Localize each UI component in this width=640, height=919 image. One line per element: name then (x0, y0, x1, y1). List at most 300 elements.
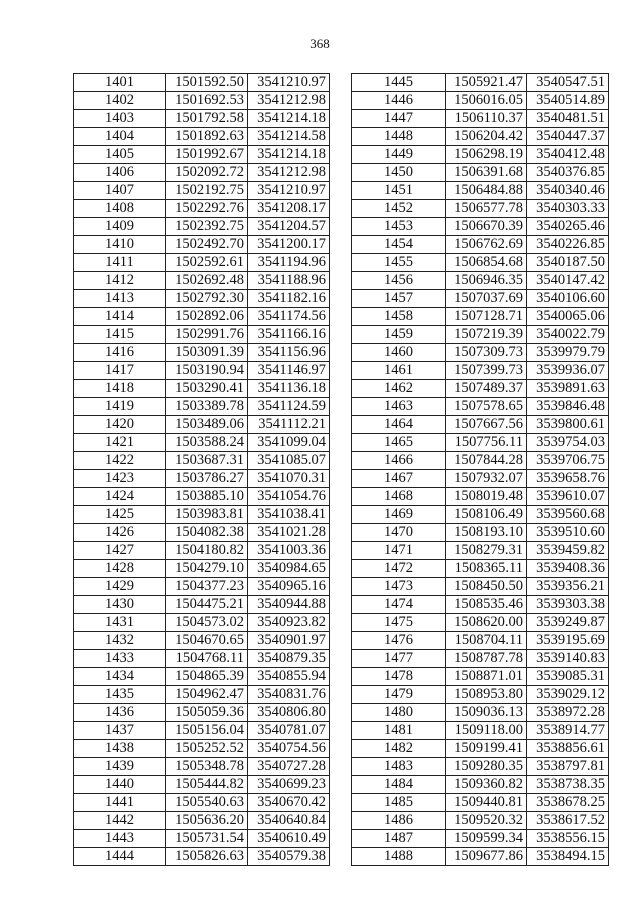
x-coordinate-cell: 1509199.41 (446, 740, 527, 758)
y-coordinate-cell: 3540965.16 (248, 578, 330, 596)
table-row (74, 686, 330, 704)
y-coordinate-cell: 3540610.49 (248, 830, 330, 848)
x-coordinate-cell: 1503091.39 (166, 344, 248, 362)
x-coordinate-cell: 1505348.78 (166, 758, 248, 776)
table-row (74, 722, 330, 740)
table-row (74, 776, 330, 794)
x-coordinate-cell: 1501692.53 (166, 92, 248, 110)
x-coordinate-cell: 1509036.13 (446, 704, 527, 722)
y-coordinate-cell: 3540187.50 (527, 254, 609, 272)
point-number-cell: 1484 (352, 776, 446, 794)
y-coordinate-cell: 3540640.84 (248, 812, 330, 830)
point-number-cell: 1483 (352, 758, 446, 776)
x-coordinate-cell: 1506854.68 (446, 254, 527, 272)
x-coordinate-cell: 1508620.00 (446, 614, 527, 632)
point-number-cell: 1458 (352, 308, 446, 326)
x-coordinate-cell: 1504865.39 (166, 668, 248, 686)
table-row (74, 110, 330, 128)
x-coordinate-cell: 1501792.58 (166, 110, 248, 128)
x-coordinate-cell: 1502392.75 (166, 218, 248, 236)
point-number-cell: 1439 (74, 758, 166, 776)
y-coordinate-cell: 3541214.18 (248, 110, 330, 128)
table-row (74, 272, 330, 290)
point-number-cell: 1451 (352, 182, 446, 200)
y-coordinate-cell: 3541188.96 (248, 272, 330, 290)
x-coordinate-cell: 1505826.63 (166, 848, 248, 866)
x-coordinate-cell: 1506762.69 (446, 236, 527, 254)
x-coordinate-cell: 1503290.41 (166, 380, 248, 398)
table-row (74, 848, 330, 866)
table-row (74, 668, 330, 686)
y-coordinate-cell: 3541210.97 (248, 182, 330, 200)
y-coordinate-cell: 3539029.12 (527, 686, 609, 704)
table-row (74, 830, 330, 848)
point-number-cell: 1474 (352, 596, 446, 614)
point-number-cell: 1457 (352, 290, 446, 308)
y-coordinate-cell: 3541200.17 (248, 236, 330, 254)
y-coordinate-cell: 3540699.23 (248, 776, 330, 794)
y-coordinate-cell: 3539459.82 (527, 542, 609, 560)
table-row (74, 560, 330, 578)
table-row (352, 758, 609, 776)
coordinates-table-left (73, 73, 330, 866)
point-number-cell: 1466 (352, 452, 446, 470)
point-number-cell: 1485 (352, 794, 446, 812)
table-row (352, 578, 609, 596)
y-coordinate-cell: 3540670.42 (248, 794, 330, 812)
x-coordinate-cell: 1508106.49 (446, 506, 527, 524)
y-coordinate-cell: 3541156.96 (248, 344, 330, 362)
table-row (74, 470, 330, 488)
point-number-cell: 1423 (74, 470, 166, 488)
table-row (74, 542, 330, 560)
y-coordinate-cell: 3540547.51 (527, 74, 609, 92)
x-coordinate-cell: 1504670.65 (166, 632, 248, 650)
y-coordinate-cell: 3541124.59 (248, 398, 330, 416)
point-number-cell: 1465 (352, 434, 446, 452)
point-number-cell: 1456 (352, 272, 446, 290)
point-number-cell: 1445 (352, 74, 446, 92)
table-row (74, 812, 330, 830)
table-row (74, 92, 330, 110)
x-coordinate-cell: 1503786.27 (166, 470, 248, 488)
point-number-cell: 1427 (74, 542, 166, 560)
x-coordinate-cell: 1503885.10 (166, 488, 248, 506)
x-coordinate-cell: 1502792.30 (166, 290, 248, 308)
point-number-cell: 1411 (74, 254, 166, 272)
x-coordinate-cell: 1507219.39 (446, 326, 527, 344)
y-coordinate-cell: 3538797.81 (527, 758, 609, 776)
point-number-cell: 1432 (74, 632, 166, 650)
point-number-cell: 1462 (352, 380, 446, 398)
y-coordinate-cell: 3539846.48 (527, 398, 609, 416)
y-coordinate-cell: 3540901.97 (248, 632, 330, 650)
point-number-cell: 1421 (74, 434, 166, 452)
x-coordinate-cell: 1507128.71 (446, 308, 527, 326)
y-coordinate-cell: 3541166.16 (248, 326, 330, 344)
table-row (352, 452, 609, 470)
table-body (352, 74, 609, 866)
x-coordinate-cell: 1507578.65 (446, 398, 527, 416)
table-row (352, 290, 609, 308)
x-coordinate-cell: 1502991.76 (166, 326, 248, 344)
x-coordinate-cell: 1509440.81 (446, 794, 527, 812)
point-number-cell: 1437 (74, 722, 166, 740)
point-number-cell: 1418 (74, 380, 166, 398)
y-coordinate-cell: 3539195.69 (527, 632, 609, 650)
x-coordinate-cell: 1507489.37 (446, 380, 527, 398)
point-number-cell: 1422 (74, 452, 166, 470)
point-number-cell: 1442 (74, 812, 166, 830)
table-row (74, 362, 330, 380)
table-row (352, 164, 609, 182)
point-number-cell: 1429 (74, 578, 166, 596)
table-row (352, 218, 609, 236)
table-row (74, 524, 330, 542)
x-coordinate-cell: 1506484.88 (446, 182, 527, 200)
point-number-cell: 1481 (352, 722, 446, 740)
x-coordinate-cell: 1509360.82 (446, 776, 527, 794)
table-row (74, 74, 330, 92)
x-coordinate-cell: 1506577.78 (446, 200, 527, 218)
table-row (352, 380, 609, 398)
point-number-cell: 1434 (74, 668, 166, 686)
point-number-cell: 1478 (352, 668, 446, 686)
x-coordinate-cell: 1506946.35 (446, 272, 527, 290)
table-row (352, 794, 609, 812)
x-coordinate-cell: 1509118.00 (446, 722, 527, 740)
x-coordinate-cell: 1504475.21 (166, 596, 248, 614)
y-coordinate-cell: 3540022.79 (527, 326, 609, 344)
x-coordinate-cell: 1501592.50 (166, 74, 248, 92)
table-row (352, 488, 609, 506)
point-number-cell: 1473 (352, 578, 446, 596)
point-number-cell: 1477 (352, 650, 446, 668)
point-number-cell: 1488 (352, 848, 446, 866)
y-coordinate-cell: 3541204.57 (248, 218, 330, 236)
point-number-cell: 1471 (352, 542, 446, 560)
y-coordinate-cell: 3540065.06 (527, 308, 609, 326)
point-number-cell: 1428 (74, 560, 166, 578)
table-row (74, 344, 330, 362)
table-row (352, 560, 609, 578)
x-coordinate-cell: 1505156.04 (166, 722, 248, 740)
table-row (352, 272, 609, 290)
table-row (352, 434, 609, 452)
x-coordinate-cell: 1504082.38 (166, 524, 248, 542)
y-coordinate-cell: 3540831.76 (248, 686, 330, 704)
y-coordinate-cell: 3540481.51 (527, 110, 609, 128)
x-coordinate-cell: 1508535.46 (446, 596, 527, 614)
x-coordinate-cell: 1509599.34 (446, 830, 527, 848)
table-row (74, 794, 330, 812)
x-coordinate-cell: 1506016.05 (446, 92, 527, 110)
table-row (352, 308, 609, 326)
y-coordinate-cell: 3539658.76 (527, 470, 609, 488)
page-number: 368 (310, 36, 330, 51)
point-number-cell: 1450 (352, 164, 446, 182)
x-coordinate-cell: 1508704.11 (446, 632, 527, 650)
point-number-cell: 1409 (74, 218, 166, 236)
x-coordinate-cell: 1502192.75 (166, 182, 248, 200)
point-number-cell: 1455 (352, 254, 446, 272)
x-coordinate-cell: 1504279.10 (166, 560, 248, 578)
point-number-cell: 1472 (352, 560, 446, 578)
point-number-cell: 1487 (352, 830, 446, 848)
point-number-cell: 1446 (352, 92, 446, 110)
y-coordinate-cell: 3541136.18 (248, 380, 330, 398)
x-coordinate-cell: 1503489.06 (166, 416, 248, 434)
point-number-cell: 1425 (74, 506, 166, 524)
y-coordinate-cell: 3540879.35 (248, 650, 330, 668)
x-coordinate-cell: 1507932.07 (446, 470, 527, 488)
table-row (74, 758, 330, 776)
table-row (74, 650, 330, 668)
x-coordinate-cell: 1501992.67 (166, 146, 248, 164)
table-row (352, 722, 609, 740)
x-coordinate-cell: 1503687.31 (166, 452, 248, 470)
y-coordinate-cell: 3538972.28 (527, 704, 609, 722)
point-number-cell: 1414 (74, 308, 166, 326)
table-row (352, 740, 609, 758)
table-row (74, 290, 330, 308)
x-coordinate-cell: 1502692.48 (166, 272, 248, 290)
table-row (352, 200, 609, 218)
y-coordinate-cell: 3539891.63 (527, 380, 609, 398)
y-coordinate-cell: 3540147.42 (527, 272, 609, 290)
table-row (352, 236, 609, 254)
y-coordinate-cell: 3540376.85 (527, 164, 609, 182)
point-number-cell: 1464 (352, 416, 446, 434)
point-number-cell: 1435 (74, 686, 166, 704)
y-coordinate-cell: 3541212.98 (248, 164, 330, 182)
table-row (352, 128, 609, 146)
x-coordinate-cell: 1508365.11 (446, 560, 527, 578)
x-coordinate-cell: 1504768.11 (166, 650, 248, 668)
table-row (352, 668, 609, 686)
point-number-cell: 1486 (352, 812, 446, 830)
y-coordinate-cell: 3539706.75 (527, 452, 609, 470)
x-coordinate-cell: 1502292.76 (166, 200, 248, 218)
table-row (74, 200, 330, 218)
point-number-cell: 1403 (74, 110, 166, 128)
point-number-cell: 1419 (74, 398, 166, 416)
table-row (74, 632, 330, 650)
table-row (352, 110, 609, 128)
table-row (352, 254, 609, 272)
point-number-cell: 1460 (352, 344, 446, 362)
y-coordinate-cell: 3541194.96 (248, 254, 330, 272)
table-row (74, 596, 330, 614)
y-coordinate-cell: 3541003.36 (248, 542, 330, 560)
table-row (352, 506, 609, 524)
point-number-cell: 1447 (352, 110, 446, 128)
x-coordinate-cell: 1502892.06 (166, 308, 248, 326)
y-coordinate-cell: 3538556.15 (527, 830, 609, 848)
table-row (74, 578, 330, 596)
table-row (352, 416, 609, 434)
x-coordinate-cell: 1507844.28 (446, 452, 527, 470)
y-coordinate-cell: 3540579.38 (248, 848, 330, 866)
x-coordinate-cell: 1502492.70 (166, 236, 248, 254)
table-row (352, 776, 609, 794)
y-coordinate-cell: 3541146.97 (248, 362, 330, 380)
point-number-cell: 1407 (74, 182, 166, 200)
x-coordinate-cell: 1507756.11 (446, 434, 527, 452)
point-number-cell: 1467 (352, 470, 446, 488)
x-coordinate-cell: 1508019.48 (446, 488, 527, 506)
y-coordinate-cell: 3540754.56 (248, 740, 330, 758)
table-row (352, 614, 609, 632)
table-row (74, 380, 330, 398)
x-coordinate-cell: 1505252.52 (166, 740, 248, 758)
table-row (74, 488, 330, 506)
y-coordinate-cell: 3540303.33 (527, 200, 609, 218)
table-row (352, 182, 609, 200)
table-row (74, 452, 330, 470)
point-number-cell: 1433 (74, 650, 166, 668)
y-coordinate-cell: 3541085.07 (248, 452, 330, 470)
point-number-cell: 1438 (74, 740, 166, 758)
x-coordinate-cell: 1508450.50 (446, 578, 527, 596)
y-coordinate-cell: 3539356.21 (527, 578, 609, 596)
y-coordinate-cell: 3539408.36 (527, 560, 609, 578)
y-coordinate-cell: 3540944.88 (248, 596, 330, 614)
y-coordinate-cell: 3540412.48 (527, 146, 609, 164)
y-coordinate-cell: 3539560.68 (527, 506, 609, 524)
y-coordinate-cell: 3541210.97 (248, 74, 330, 92)
x-coordinate-cell: 1504573.02 (166, 614, 248, 632)
point-number-cell: 1413 (74, 290, 166, 308)
y-coordinate-cell: 3539979.79 (527, 344, 609, 362)
table-row (352, 542, 609, 560)
y-coordinate-cell: 3540855.94 (248, 668, 330, 686)
table-row (352, 848, 609, 866)
point-number-cell: 1476 (352, 632, 446, 650)
point-number-cell: 1402 (74, 92, 166, 110)
point-number-cell: 1441 (74, 794, 166, 812)
y-coordinate-cell: 3538617.52 (527, 812, 609, 830)
x-coordinate-cell: 1507309.73 (446, 344, 527, 362)
x-coordinate-cell: 1508279.31 (446, 542, 527, 560)
table-row (352, 812, 609, 830)
table-row (352, 596, 609, 614)
table-row (352, 704, 609, 722)
x-coordinate-cell: 1505059.36 (166, 704, 248, 722)
point-number-cell: 1408 (74, 200, 166, 218)
point-number-cell: 1417 (74, 362, 166, 380)
point-number-cell: 1475 (352, 614, 446, 632)
point-number-cell: 1469 (352, 506, 446, 524)
y-coordinate-cell: 3540226.85 (527, 236, 609, 254)
point-number-cell: 1448 (352, 128, 446, 146)
point-number-cell: 1461 (352, 362, 446, 380)
table-row (352, 650, 609, 668)
y-coordinate-cell: 3541070.31 (248, 470, 330, 488)
x-coordinate-cell: 1508871.01 (446, 668, 527, 686)
point-number-cell: 1459 (352, 326, 446, 344)
x-coordinate-cell: 1503588.24 (166, 434, 248, 452)
x-coordinate-cell: 1505731.54 (166, 830, 248, 848)
table-row (352, 362, 609, 380)
point-number-cell: 1406 (74, 164, 166, 182)
point-number-cell: 1468 (352, 488, 446, 506)
y-coordinate-cell: 3540727.28 (248, 758, 330, 776)
x-coordinate-cell: 1506670.39 (446, 218, 527, 236)
y-coordinate-cell: 3539936.07 (527, 362, 609, 380)
table-row (74, 146, 330, 164)
point-number-cell: 1449 (352, 146, 446, 164)
x-coordinate-cell: 1509520.32 (446, 812, 527, 830)
x-coordinate-cell: 1506298.19 (446, 146, 527, 164)
x-coordinate-cell: 1508193.10 (446, 524, 527, 542)
y-coordinate-cell: 3540106.60 (527, 290, 609, 308)
point-number-cell: 1401 (74, 74, 166, 92)
x-coordinate-cell: 1503190.94 (166, 362, 248, 380)
table-row (74, 398, 330, 416)
y-coordinate-cell: 3541054.76 (248, 488, 330, 506)
x-coordinate-cell: 1506110.37 (446, 110, 527, 128)
x-coordinate-cell: 1507667.56 (446, 416, 527, 434)
point-number-cell: 1415 (74, 326, 166, 344)
y-coordinate-cell: 3538856.61 (527, 740, 609, 758)
point-number-cell: 1431 (74, 614, 166, 632)
table-row (74, 254, 330, 272)
point-number-cell: 1440 (74, 776, 166, 794)
table-row (352, 524, 609, 542)
point-number-cell: 1404 (74, 128, 166, 146)
point-number-cell: 1463 (352, 398, 446, 416)
x-coordinate-cell: 1509280.35 (446, 758, 527, 776)
y-coordinate-cell: 3540514.89 (527, 92, 609, 110)
x-coordinate-cell: 1503983.81 (166, 506, 248, 524)
x-coordinate-cell: 1508787.78 (446, 650, 527, 668)
point-number-cell: 1416 (74, 344, 166, 362)
table-row (352, 326, 609, 344)
y-coordinate-cell: 3539303.38 (527, 596, 609, 614)
table-row (352, 92, 609, 110)
point-number-cell: 1480 (352, 704, 446, 722)
y-coordinate-cell: 3538494.15 (527, 848, 609, 866)
x-coordinate-cell: 1502592.61 (166, 254, 248, 272)
point-number-cell: 1412 (74, 272, 166, 290)
x-coordinate-cell: 1504962.47 (166, 686, 248, 704)
point-number-cell: 1436 (74, 704, 166, 722)
y-coordinate-cell: 3540340.46 (527, 182, 609, 200)
y-coordinate-cell: 3538738.35 (527, 776, 609, 794)
table-row (352, 470, 609, 488)
table-row (352, 632, 609, 650)
point-number-cell: 1479 (352, 686, 446, 704)
table-row (74, 506, 330, 524)
y-coordinate-cell: 3540447.37 (527, 128, 609, 146)
x-coordinate-cell: 1505636.20 (166, 812, 248, 830)
y-coordinate-cell: 3541214.58 (248, 128, 330, 146)
x-coordinate-cell: 1505921.47 (446, 74, 527, 92)
table-row (352, 74, 609, 92)
point-number-cell: 1424 (74, 488, 166, 506)
point-number-cell: 1405 (74, 146, 166, 164)
y-coordinate-cell: 3540781.07 (248, 722, 330, 740)
table-row (352, 830, 609, 848)
y-coordinate-cell: 3539510.60 (527, 524, 609, 542)
x-coordinate-cell: 1505540.63 (166, 794, 248, 812)
table-row (74, 416, 330, 434)
point-number-cell: 1420 (74, 416, 166, 434)
point-number-cell: 1453 (352, 218, 446, 236)
y-coordinate-cell: 3540923.82 (248, 614, 330, 632)
x-coordinate-cell: 1502092.72 (166, 164, 248, 182)
